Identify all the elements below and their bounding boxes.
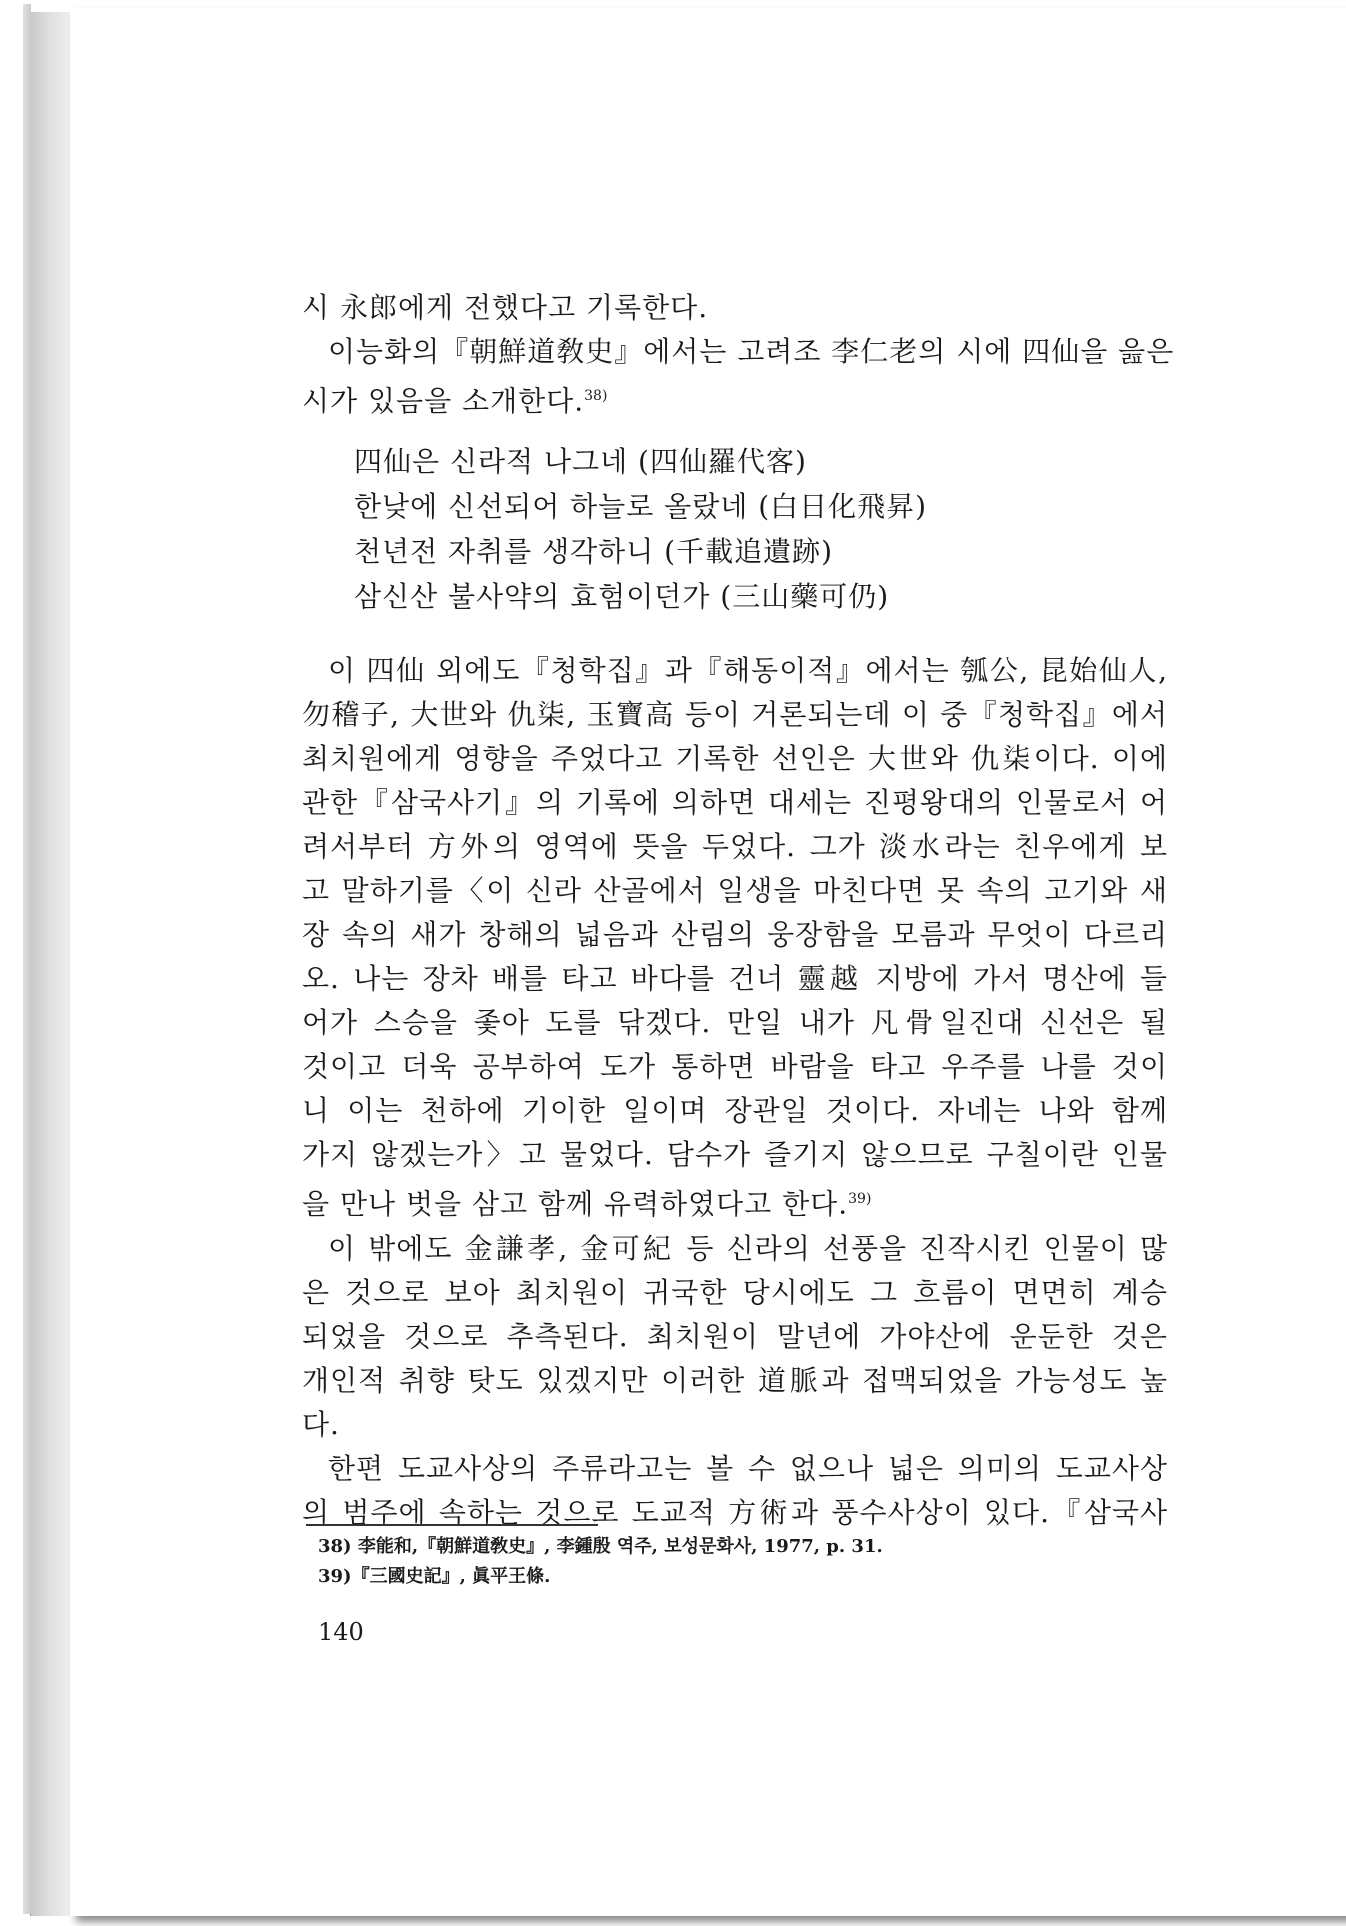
poem-line: 삼신산 불사약의 효험이던가 (三山藥可仍) bbox=[354, 580, 890, 614]
poem-block bbox=[302, 439, 1168, 619]
text-line: 관한『삼국사기』의 기록에 의하면 대세는 진평왕대의 인물로서 어 bbox=[302, 786, 1168, 820]
footnote-ref-38[interactable]: 38) bbox=[584, 388, 608, 404]
footnote-ref-39[interactable]: 39) bbox=[848, 1191, 872, 1208]
body-text bbox=[302, 286, 1175, 1535]
text-line: 니 이는 천하에 기이한 일이며 장관일 것이다. 자네는 나와 함께 bbox=[302, 1094, 1168, 1128]
text-line: 勿稽子, 大世와 仇柒, 玉寶高 등이 거론되는데 이 중『청학집』에서 bbox=[302, 698, 1168, 732]
text-line: 가지 않겠는가〉고 물었다. 담수가 즐기지 않으므로 구칠이란 인물 bbox=[302, 1138, 1168, 1172]
footnote-39: 39)『三國史記』, 眞平王條. bbox=[318, 1566, 551, 1587]
text-line: 고 말하기를〈이 신라 산골에서 일생을 마친다면 못 속의 고기와 새 bbox=[302, 874, 1168, 908]
text-line: 이 四仙 외에도『청학집』과『해동이적』에서는 瓠公, 昆始仙人, bbox=[328, 654, 1168, 688]
footnote-38: 38) 李能和,『朝鮮道敎史』, 李鍾殷 역주, 보성문화사, 1977, p. 31. bbox=[318, 1536, 883, 1557]
text-line: 다. bbox=[302, 1407, 340, 1441]
paragraph-daese bbox=[302, 649, 1168, 1226]
page-number: 140 bbox=[318, 1618, 364, 1646]
text-line: 려서부터 方外의 영역에 뜻을 두었다. 그가 淡水라는 친우에게 보 bbox=[302, 830, 1168, 864]
footnotes bbox=[302, 1524, 1168, 1592]
text-span: 을 만나 벗을 삼고 함께 유력하였다고 한다. bbox=[302, 1187, 849, 1221]
text-line: 이 밖에도 金謙孝, 金可紀 등 신라의 선풍을 진작시킨 인물이 많 bbox=[328, 1231, 1168, 1265]
text-span: 시가 있음을 소개한다. bbox=[302, 384, 585, 418]
text-line: 되었을 것으로 추측된다. 최치원이 말년에 가야산에 운둔한 것은 bbox=[302, 1319, 1168, 1353]
paragraph-pungsu bbox=[302, 1447, 1168, 1535]
text-line: 어가 스승을 좇아 도를 닦겠다. 만일 내가 凡骨일진대 신선은 될 bbox=[302, 1006, 1168, 1040]
text-line bbox=[302, 374, 1168, 423]
text-line: 최치원에게 영향을 주었다고 기록한 선인은 大世와 仇柒이다. 이에 bbox=[302, 742, 1168, 776]
text-line: 오. 나는 장차 배를 타고 바다를 건너 靈越 지방에 가서 명산에 들 bbox=[302, 962, 1168, 996]
footnote-divider bbox=[306, 1524, 598, 1526]
text-line: 의 범주에 속하는 것으로 도교적 方術과 풍수사상이 있다.『삼국사 bbox=[302, 1495, 1168, 1529]
text-line: 한편 도교사상의 주류라고는 볼 수 없으나 넓은 의미의 도교사상 bbox=[328, 1451, 1168, 1485]
text-line bbox=[302, 1177, 1168, 1226]
paragraph-seonpung bbox=[302, 1227, 1168, 1447]
text-line: 개인적 취향 탓도 있겠지만 이러한 道脈과 접맥되었을 가능성도 높 bbox=[302, 1363, 1168, 1397]
text-line: 장 속의 새가 창해의 넓음과 산림의 웅장함을 모름과 무엇이 다르리 bbox=[302, 918, 1168, 952]
text-line: 은 것으로 보아 최치원이 귀국한 당시에도 그 흐름이 면면히 계승 bbox=[302, 1275, 1168, 1309]
book-edge bbox=[30, 12, 73, 1916]
poem-line: 한낮에 신선되어 하늘로 올랐네 (白日化飛昇) bbox=[354, 490, 928, 524]
text-line: 이능화의『朝鮮道敎史』에서는 고려조 李仁老의 시에 四仙을 읊은 bbox=[328, 335, 1175, 368]
poem-line: 천년전 자취를 생각하니 (千載追遺跡) bbox=[354, 535, 834, 569]
text-line: 것이고 더욱 공부하여 도가 통하면 바람을 타고 우주를 나를 것이 bbox=[302, 1050, 1168, 1084]
text-line: 시 永郎에게 전했다고 기록한다. bbox=[302, 291, 709, 324]
poem-line: 四仙은 신라적 나그네 (四仙羅代客) bbox=[354, 445, 807, 479]
